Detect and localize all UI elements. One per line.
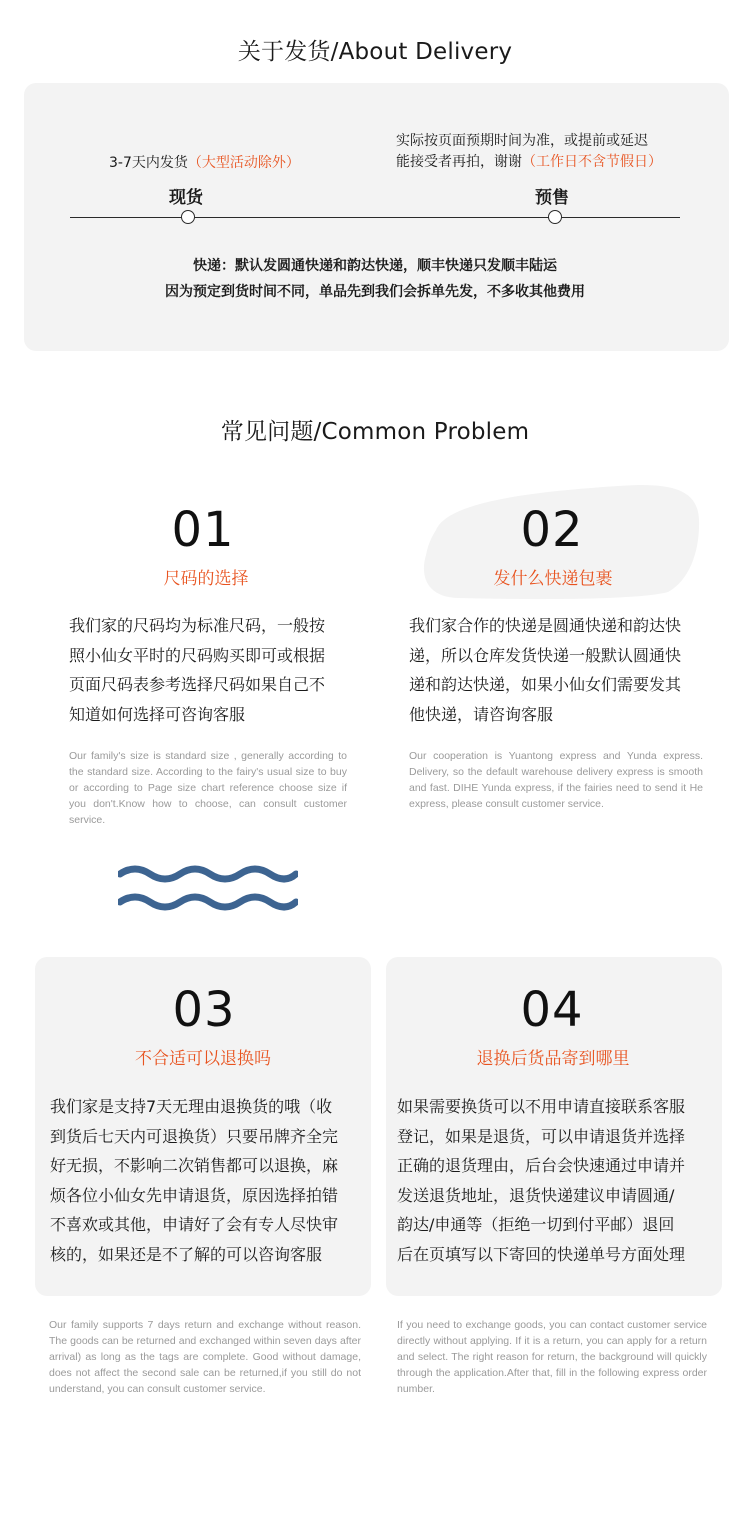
cn-line: 我们家合作的快递是圆通快递和韵达快 [409, 616, 682, 635]
faq-item-cn-body [69, 611, 359, 729]
cn-line: 我们家的尺码均为标准尺码，一般按 [69, 616, 326, 635]
cn-line: 到货后七天内可退换货）只要吊牌齐全完 [50, 1126, 339, 1146]
faq-item-cn-body [397, 1092, 717, 1269]
cn-line: 如果需要换货可以不用申请直接联系客服 [397, 1097, 686, 1116]
stock-timeline-dot [181, 210, 195, 224]
cn-line: 正确的退货理由，后台会快速通过申请并 [397, 1156, 686, 1175]
faq-item-number: 01 [171, 502, 235, 558]
stock-note-text: 3-7天内发货 [109, 155, 188, 171]
faq-item-cn-body [409, 611, 709, 729]
presale-note [396, 131, 696, 173]
faq-item-en-body: If you need to exchange goods, you can contact customer service directly without applying. If it is a return, you can apply for a return and select. The right reason for return, the background will quickly through the application.After that, fill in the following express order number. [397, 1319, 707, 1395]
cn-line: 递，所以仓库发货快递一般默认圆通快 [409, 645, 682, 665]
stock-note [109, 152, 300, 172]
express-note-line2: 因为预定到货时间不同，单品先到我们会拆单先发，不多收其他费用 [165, 284, 585, 300]
cn-line: 页面尺码表参考选择尺码如果自己不 [69, 675, 326, 694]
faq-item-title: 尺码的选择 [163, 569, 249, 589]
cn-line: 后在页填写以下寄回的快递单号方面处理 [397, 1244, 686, 1264]
presale-label: 预售 [535, 188, 569, 208]
cn-line: 我们家是支持7天无理由退换货的哦（收 [50, 1097, 333, 1116]
cn-line: 递和韵达快递，如果小仙女们需要发其 [409, 675, 682, 694]
presale-note-line2 [396, 152, 696, 173]
cn-line: 好无损，不影响二次销售都可以退换，麻 [50, 1156, 339, 1175]
faq-item-number: 02 [520, 502, 584, 558]
faq-title: 常见问题/Common Problem [220, 419, 530, 445]
cn-line: 登记，如果是退货，可以申请退货并选择 [397, 1126, 686, 1146]
presale-note-highlight: （工作日不含节假日） [522, 154, 662, 170]
cn-line: 知道如何选择可咨询客服 [69, 704, 246, 724]
cn-line: 照小仙女平时的尺码购买即可或根据 [69, 645, 326, 665]
faq-item-title: 发什么快递包裹 [493, 569, 613, 589]
cn-line: 烦各位小仙女先申请退货，原因选择拍错 [50, 1185, 339, 1205]
faq-item-en-body: Our family supports 7 days return and exchange without reason. The goods can be returned and exchanged within seven days after arrival) as long as the tags are complete. Good without damage, does not affect the second sale can be returned,if you still do not understand, you can consult customer service. [49, 1319, 361, 1395]
express-note-line1: 快递：默认发圆通快递和韵达快递，顺丰快递只发顺丰陆运 [193, 258, 557, 274]
stock-note-highlight: （大型活动除外） [187, 155, 300, 171]
express-note [0, 253, 750, 305]
delivery-timeline [70, 217, 680, 218]
faq-item-en-body: Our cooperation is Yuantong express and Yunda express. Delivery, so the default warehouse delivery express is smooth and fast. DIHE Yunda express, if the fairies need to send it He express, please consult customer service. [409, 750, 703, 810]
faq-item-number: 03 [172, 982, 236, 1038]
faq-item-title: 不合适可以退换吗 [135, 1049, 271, 1069]
cn-line: 韵达/申通等（拒绝一切到付平邮）退回 [397, 1215, 675, 1234]
cn-line: 发送退货地址，退货快递建议申请圆通/ [397, 1185, 675, 1205]
faq-item-title: 退换后货品寄到哪里 [476, 1049, 630, 1069]
wave-decoration-icon [118, 864, 298, 914]
stock-label: 现货 [169, 188, 203, 208]
faq-item-en-body: Our family's size is standard size , generally according to the standard size. According to the fairy's usual size to buy or according to Page size chart reference choose size if you don't.Know how to choose, can consult customer service. [69, 750, 347, 826]
faq-item-number: 04 [520, 982, 584, 1038]
delivery-title: 关于发货/About Delivery [237, 39, 513, 65]
presale-timeline-dot [548, 210, 562, 224]
presale-note-line2-text: 能接受者再拍，谢谢 [396, 154, 522, 170]
cn-line: 核的，如果还是不了解的可以咨询客服 [50, 1244, 323, 1264]
cn-line: 他快递，请咨询客服 [409, 704, 554, 724]
faq-item-cn-body [50, 1092, 370, 1269]
cn-line: 不喜欢或其他，申请好了会有专人尽快审 [50, 1215, 339, 1234]
presale-note-line1: 实际按页面预期时间为准，或提前或延迟 [396, 133, 648, 149]
